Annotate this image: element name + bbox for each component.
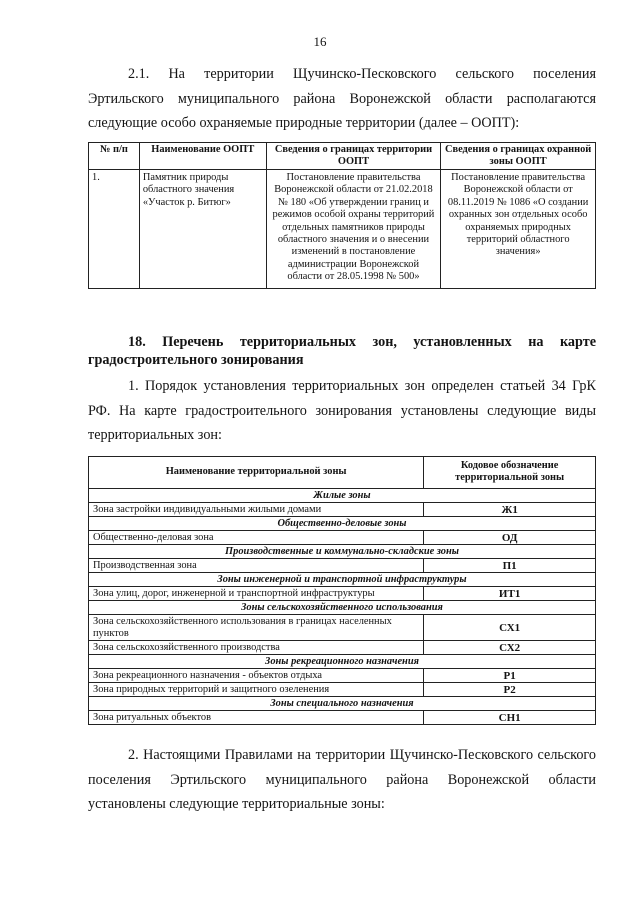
oopt-header-territory: Сведения о границах территории ООПТ bbox=[266, 143, 441, 170]
oopt-table bbox=[88, 142, 596, 289]
zone-group-title: Производственные и коммунально-складские зоны bbox=[89, 545, 596, 559]
zones-table bbox=[88, 456, 596, 725]
zone-group-title: Зоны специального назначения bbox=[89, 697, 596, 711]
zone-code: СН1 bbox=[424, 711, 596, 725]
zone-name: Зона сельскохозяйственного производства bbox=[89, 641, 424, 655]
zone-name: Зона ритуальных объектов bbox=[89, 711, 424, 725]
oopt-header-number: № п/п bbox=[89, 143, 140, 170]
table-row bbox=[89, 641, 596, 655]
zone-group-row bbox=[89, 697, 596, 711]
paragraph-2-1: 2.1. На территории Щучинско-Песковского сельского поселения Эртильского муниципального района Воронежской области располагаются следующие особо охраняемые природные территории (далее – ООПТ): bbox=[88, 66, 596, 131]
zone-code: ИТ1 bbox=[424, 587, 596, 601]
zone-code: Р2 bbox=[424, 683, 596, 697]
zones-header-code: Кодовое обозначение территориальной зоны bbox=[424, 457, 596, 489]
zone-name: Зона сельскохозяйственного использования в границах населенных пунктов bbox=[89, 615, 424, 641]
zone-code: СХ2 bbox=[424, 641, 596, 655]
table-row bbox=[89, 683, 596, 697]
table-row bbox=[89, 711, 596, 725]
oopt-header-protection-zone: Сведения о границах охранной зоны ООПТ bbox=[441, 143, 596, 170]
zone-name: Производственная зона bbox=[89, 559, 424, 573]
zone-group-row bbox=[89, 545, 596, 559]
zone-name: Зона застройки индивидуальными жилыми домами bbox=[89, 503, 424, 517]
oopt-header-name: Наименование ООПТ bbox=[139, 143, 266, 170]
zone-name: Зона рекреационного назначения - объектов отдыха bbox=[89, 669, 424, 683]
table-row bbox=[89, 587, 596, 601]
zone-group-title: Зоны инженерной и транспортной инфраструктуры bbox=[89, 573, 596, 587]
table-row bbox=[89, 559, 596, 573]
zone-group-title: Зоны сельскохозяйственного использования bbox=[89, 601, 596, 615]
zone-name: Зона природных территорий и защитного озеленения bbox=[89, 683, 424, 697]
table-row bbox=[89, 669, 596, 683]
zone-group-row bbox=[89, 655, 596, 669]
oopt-cell-name: Памятник природы областного значения «Участок р. Битюг» bbox=[139, 170, 266, 289]
zone-code: ОД bbox=[424, 531, 596, 545]
oopt-table-header-row bbox=[89, 143, 596, 170]
zone-name: Общественно-деловая зона bbox=[89, 531, 424, 545]
zone-group-row bbox=[89, 573, 596, 587]
table-row bbox=[89, 531, 596, 545]
zone-code: Ж1 bbox=[424, 503, 596, 517]
zone-code: П1 bbox=[424, 559, 596, 573]
oopt-cell-protection-zone: Постановление правительства Воронежской области от 08.11.2019 № 1086 «О создании охранных зон отдельных особо охраняемых природных территорий областного значения» bbox=[441, 170, 596, 289]
table-row bbox=[89, 615, 596, 641]
table-row bbox=[89, 503, 596, 517]
oopt-cell-territory: Постановление правительства Воронежской области от 21.02.2018 № 180 «Об утверждении границ и режимов особой охраны территорий отдельных памятников природы областного значения и о внесении изменений в постановление администрации Воронежской области от 28.05.1998 № 500» bbox=[266, 170, 441, 289]
paragraph-2: 2. Настоящими Правилами на территории Щучинско-Песковского сельского поселения Эртильского муниципального района Воронежской области установлены следующие территориальные зоны: bbox=[88, 747, 596, 812]
zone-group-title: Общественно-деловые зоны bbox=[89, 517, 596, 531]
zone-group-title: Зоны рекреационного назначения bbox=[89, 655, 596, 669]
zone-group-row bbox=[89, 601, 596, 615]
zones-header-name: Наименование территориальной зоны bbox=[89, 457, 424, 489]
table-row bbox=[89, 170, 596, 289]
zone-group-row bbox=[89, 517, 596, 531]
paragraph-1: 1. Порядок установления территориальных зон определен статьей 34 ГрК РФ. На карте градостроительного зонирования установлены следующие виды территориальных зон: bbox=[88, 378, 596, 443]
zone-code: Р1 bbox=[424, 669, 596, 683]
page-number: 16 bbox=[313, 34, 327, 49]
zones-table-header-row bbox=[89, 457, 596, 489]
zone-group-row bbox=[89, 489, 596, 503]
zone-code: СХ1 bbox=[424, 615, 596, 641]
oopt-cell-number: 1. bbox=[89, 170, 140, 289]
zone-group-title: Жилые зоны bbox=[89, 489, 596, 503]
section-heading: 18. Перечень территориальных зон, установленных на карте градостроительного зонирования bbox=[88, 334, 596, 368]
zone-name: Зона улиц, дорог, инженерной и транспортной инфраструктуры bbox=[89, 587, 424, 601]
